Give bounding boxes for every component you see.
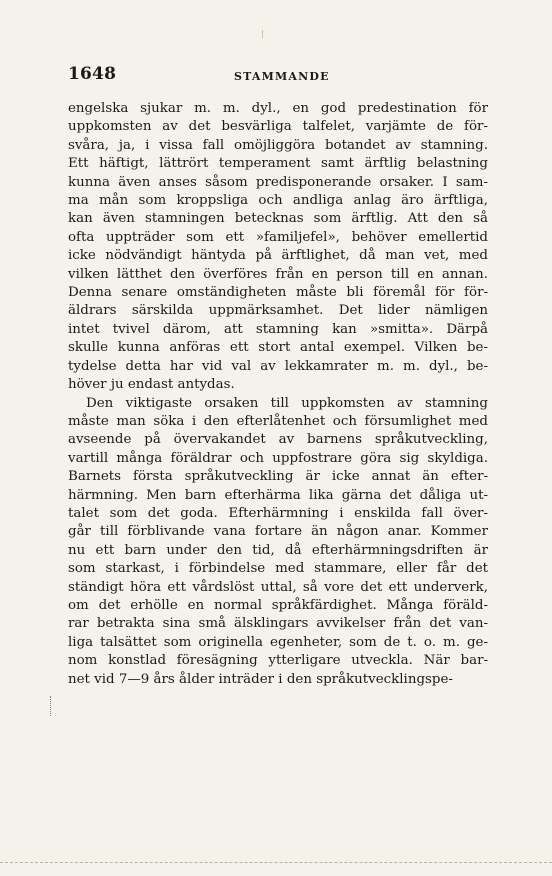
text-line: liga talsättet som originella egenheter, som de t. o. m. ge- (68, 634, 488, 650)
text-line: Ett häftigt, lättrört temperament samt ärftlig belastning (68, 156, 488, 172)
text-line: vilken lätthet den överföres från en person till en annan. (68, 266, 488, 282)
text-line: svåra, ja, i vissa fall omöjliggöra botandet av stamning. (68, 137, 488, 153)
text-line: uppkomsten av det besvärliga talfelet, varjämte de för- (68, 119, 488, 135)
text-line: intet tvivel därom, att stamning kan »smitta». Därpå (68, 321, 488, 337)
text-line: går till förblivande vana fortare än någon anar. Kommer (68, 524, 488, 540)
text-line: tydelse detta har vid val av lekkamrater m. m. dyl., be- (68, 358, 488, 374)
text-line: äldrars särskilda uppmärksamhet. Det lider nämligen (68, 303, 488, 319)
text-line: engelska sjukar m. m. dyl., en god predestination för (68, 101, 488, 116)
text-line: Denna senare omständigheten måste bli föremål för för- (68, 285, 488, 301)
text-line: som starkast, i förbindelse med stammare, eller får det (68, 561, 488, 577)
text-line: kunna även anses såsom predisponerande orsaker. I sam- (68, 174, 488, 190)
text-line: skulle kunna anföras ett stort antal exempel. Vilken be- (68, 340, 488, 356)
text-line: ma mån som kroppsliga och andliga anlag äro ärftliga, (68, 193, 488, 209)
text-line: måste man söka i den efterlåtenhet och försumlighet med (68, 413, 488, 429)
text-line: nu ett barn under den tid, då efterhärmningsdriften är (68, 542, 488, 558)
page-header (68, 60, 488, 90)
text-line: vartill många föräldrar och uppfostrare göra sig skyldiga. (68, 450, 488, 466)
text-line: talet som det goda. Efterhärmning i enskilda fall över- (68, 505, 488, 521)
body-text (68, 100, 488, 689)
text-line: Den viktigaste orsaken till uppkomsten av stamning (86, 395, 488, 411)
text-line: rar betrakta sina små älsklingars avvikelser från det van- (68, 616, 488, 632)
text-line: net vid 7—9 års ålder inträder i den språkutvecklingspe- (68, 671, 453, 687)
print-mark (262, 30, 263, 38)
text-line: om det erhölle en normal språkfärdighet. Många föräld- (68, 597, 488, 613)
running-head: STAMMANDE (234, 70, 330, 83)
text-line: härmning. Men barn efterhärma lika gärna det dåliga ut- (68, 487, 488, 503)
text-line: Barnets första språkutveckling är icke annat än efter- (68, 469, 488, 485)
margin-mark (50, 696, 57, 716)
page-number: 1648 (68, 64, 117, 84)
text-line: icke nödvändigt häntyda på ärftlighet, då man vet, med (68, 248, 488, 264)
text-line: höver ju endast antydas. (68, 377, 235, 393)
text-line: ofta uppträder som ett »familjefel», behöver emellertid (68, 229, 488, 245)
text-line: kan även stamningen betecknas som ärftlig. Att den så (68, 211, 488, 227)
text-line: nom konstlad föresägning ytterligare utveckla. När bar- (68, 653, 488, 669)
text-line: ständigt höra ett vårdslöst uttal, så vore det ett underverk, (68, 579, 488, 595)
text-line: avseende på övervakandet av barnens språkutveckling, (68, 432, 488, 448)
paragraph-2 (68, 395, 488, 690)
page-bottom-edge (0, 862, 552, 863)
paragraph-1 (68, 100, 488, 395)
